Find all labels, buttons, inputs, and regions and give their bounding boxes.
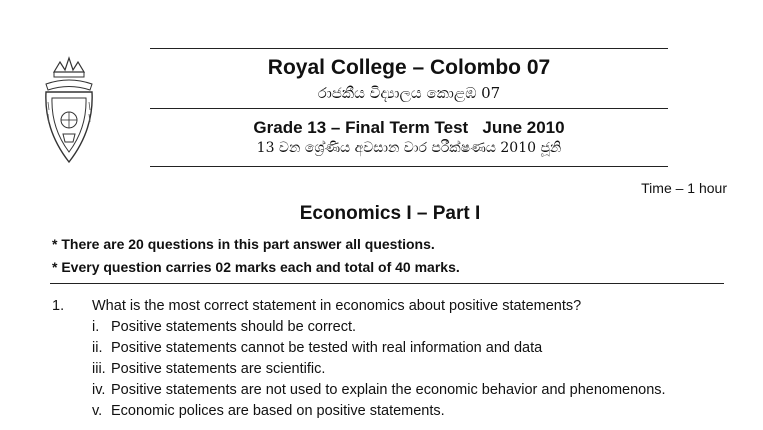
option-text: Positive statements should be correct. bbox=[111, 319, 357, 335]
option-text: Positive statements are scientific. bbox=[111, 361, 326, 377]
school-name: Royal College – Colombo 07 bbox=[267, 56, 551, 79]
instructions-rule bbox=[50, 283, 724, 284]
option-v bbox=[92, 403, 445, 419]
instruction-1: * There are 20 questions in this part answer all questions. bbox=[52, 236, 435, 252]
time-allowed: Time – 1 hour bbox=[641, 180, 727, 196]
header-middle-rule bbox=[150, 108, 668, 109]
school-crest-icon bbox=[40, 50, 98, 170]
option-marker: ii. bbox=[92, 340, 103, 356]
school-name-sinhala: රාජකීය විද්‍යාලය කොළඹ 07 bbox=[317, 84, 501, 102]
header-top-rule bbox=[150, 48, 668, 49]
header-bottom-rule bbox=[150, 166, 668, 167]
option-i bbox=[92, 319, 356, 335]
option-marker: iv. bbox=[92, 382, 106, 398]
instruction-2: * Every question carries 02 marks each and total of 40 marks. bbox=[52, 259, 460, 275]
paper-title: Economics I – Part I bbox=[299, 203, 481, 224]
option-text: Economic polices are based on positive statements. bbox=[111, 403, 445, 419]
option-ii bbox=[92, 340, 542, 356]
option-iii bbox=[92, 361, 325, 377]
exam-title: Grade 13 – Final Term Test June 2010 bbox=[253, 118, 565, 137]
question-text: What is the most correct statement in economics about positive statements? bbox=[92, 298, 582, 314]
option-text: Positive statements are not used to explain the economic behavior and phenomenons. bbox=[111, 382, 666, 398]
option-marker: iii. bbox=[92, 361, 106, 377]
exam-title-sinhala: 13 වන ශ්‍රේණිය අවසාන වාර පරීක්ෂණය 2010 ජූනි bbox=[256, 140, 562, 156]
option-iv bbox=[92, 382, 666, 398]
option-marker: v. bbox=[92, 403, 103, 419]
option-text: Positive statements cannot be tested with real information and data bbox=[111, 340, 543, 356]
question-number: 1. bbox=[52, 298, 65, 314]
option-marker: i. bbox=[92, 319, 100, 335]
